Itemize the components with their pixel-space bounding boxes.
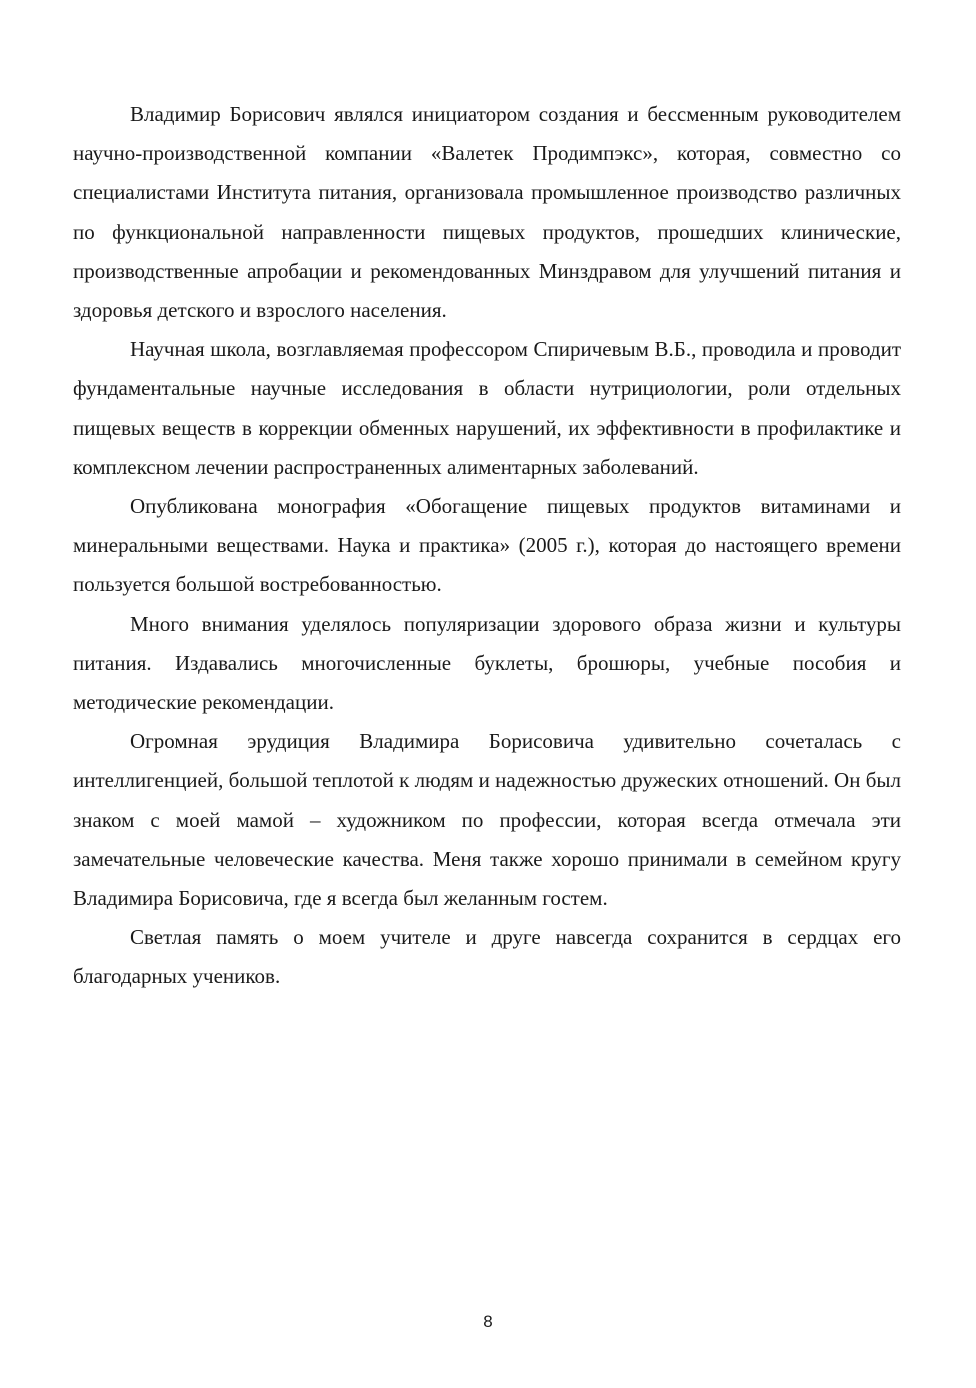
paragraph-memory: Светлая память о моем учителе и друге навсегда сохранится в сердцах его благодарных учеников. (73, 925, 901, 989)
body-text (73, 95, 901, 997)
paragraph-monograph: Опубликована монография «Обогащение пищевых продуктов витаминами и минеральными веществами. Наука и практика» (2005 г.), которая до настоящего времени пользуется большой востребованностью. (73, 494, 901, 597)
paragraph-healthy-lifestyle: Много внимания уделялось популяризации здорового образа жизни и культуры питания. Издавались многочисленные буклеты, брошюры, учебные пособия и методические рекомендации. (73, 611, 901, 715)
paragraph-erudition: Огромная эрудиция Владимира Борисовича удивительно сочеталась с интеллигенцией, большой теплотой к людям и надежностью дружеских отношений. Он был знаком с моей мамой – художником по профессии, которая всегда отмечала эти замечательные человеческие качества. Меня также хорошо принимали в семейном кругу Владимира Борисовича, где я всегда был желанным гостем. (73, 729, 901, 911)
paragraph-founder: Владимир Борисович являлся инициатором создания и бессменным руководителем научно-производственной компании «Валетек Продимпэкс», которая, совместно со специалистами Института питания, организовала промышленное производство различных по функциональной направленности пищевых продуктов, прошедших клинические, производственные апробации и рекомендованных Минздравом для улучшений питания и здоровья детского и взрослого населения. (73, 102, 901, 323)
paragraph-scientific-school: Научная школа, возглавляемая профессором Спиричевым В.Б., проводила и проводит фундаментальные научные исследования в области нутрициологии, роли отдельных пищевых веществ в коррекции обменных нарушений, их эффективности в профилактике и комплексном лечении распространенных алиментарных заболеваний. (73, 337, 901, 479)
page-number: 8 (483, 1312, 493, 1331)
